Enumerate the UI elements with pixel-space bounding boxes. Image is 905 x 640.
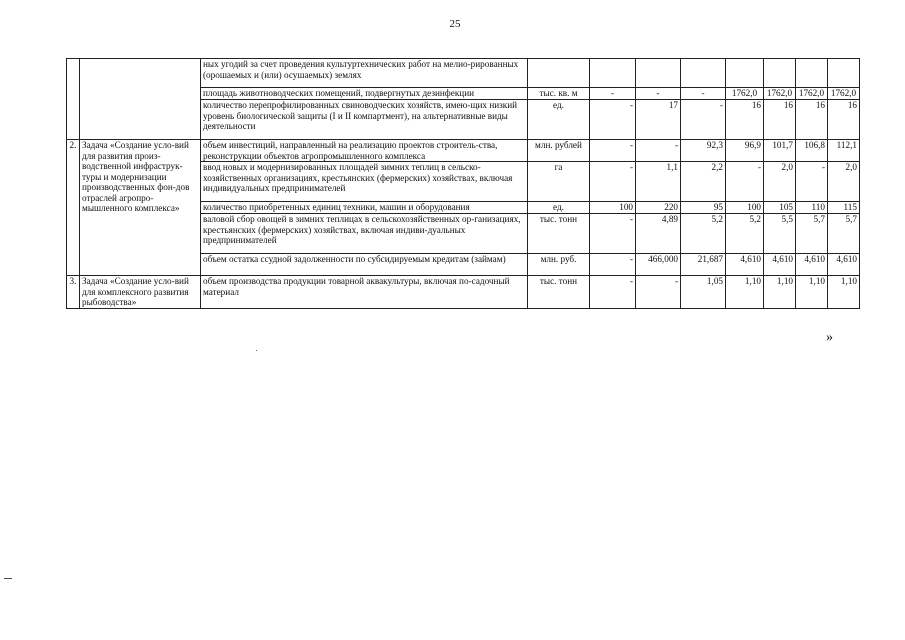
unit-cell: ед.	[528, 202, 590, 214]
table-row	[67, 276, 860, 309]
scan-dot	[256, 350, 257, 351]
closing-quote: »	[826, 330, 833, 345]
value-cell: -	[681, 88, 726, 100]
task-number-cell: 3.	[67, 276, 80, 309]
indicator-cell: количество перепрофилированных свиноводческих хозяйств, имею-щих низкий уровень биологической защиты (I и II компартмент), на альтернативные виды деятельности	[201, 100, 528, 140]
value-cell: 4,610	[726, 254, 764, 276]
value-cell: 1,1	[636, 162, 681, 202]
value-cell: 95	[681, 202, 726, 214]
indicator-cell: ных угодий за счет проведения культуртехнических работ на мелио-рированных (орошаемых и (или) осушаемых) землях	[201, 59, 528, 88]
value-cell: 100	[590, 202, 636, 214]
value-cell: -	[636, 88, 681, 100]
value-cell	[681, 59, 726, 88]
value-cell: 5,5	[764, 214, 796, 254]
indicator-cell: объем производства продукции товарной аквакультуры, включая по-садочный материал	[201, 276, 528, 309]
value-cell	[726, 59, 764, 88]
value-cell: 17	[636, 100, 681, 140]
value-cell: 16	[764, 100, 796, 140]
value-cell	[796, 59, 828, 88]
value-cell	[636, 59, 681, 88]
value-cell: 2,0	[828, 162, 860, 202]
unit-cell: млн. руб.	[528, 254, 590, 276]
value-cell: 4,610	[764, 254, 796, 276]
value-cell: 21,687	[681, 254, 726, 276]
value-cell: 5,2	[681, 214, 726, 254]
value-cell: 1762,0	[726, 88, 764, 100]
task-number-cell	[67, 59, 80, 140]
indicator-cell: ввод новых и модернизированных площадей зимних теплиц в сельско-хозяйственных организациях, крестьянских (фермерских) хозяйствах, включая индивидуальных предпринимателей	[201, 162, 528, 202]
value-cell: 92,3	[681, 140, 726, 162]
value-cell: 220	[636, 202, 681, 214]
value-cell: 105	[764, 202, 796, 214]
task-number-cell: 2.	[67, 140, 80, 276]
indicator-cell: количество приобретенных единиц техники, машин и оборудования	[201, 202, 528, 214]
indicators-table	[66, 58, 860, 309]
value-cell: -	[590, 162, 636, 202]
value-cell: 1,10	[796, 276, 828, 309]
value-cell: -	[681, 100, 726, 140]
unit-cell: тыс. тонн	[528, 276, 590, 309]
value-cell: 115	[828, 202, 860, 214]
table-row	[67, 140, 860, 162]
value-cell: 5,7	[796, 214, 828, 254]
value-cell	[828, 59, 860, 88]
table-row	[67, 59, 860, 88]
value-cell: -	[636, 140, 681, 162]
indicator-cell: валовой сбор овощей в зимних теплицах в сельскохозяйственных ор-ганизациях, крестьянских (фермерских) хозяйствах, включая индиви-дуальных предпринимателей	[201, 214, 528, 254]
value-cell: -	[590, 100, 636, 140]
value-cell: -	[590, 276, 636, 309]
page-number: 25	[449, 18, 461, 30]
value-cell: 1,10	[828, 276, 860, 309]
value-cell: 4,89	[636, 214, 681, 254]
unit-cell: га	[528, 162, 590, 202]
value-cell: 1762,0	[796, 88, 828, 100]
value-cell: 96,9	[726, 140, 764, 162]
value-cell: 16	[796, 100, 828, 140]
task-cell: Задача «Создание усло-вий для комплексного развития рыбоводства»	[80, 276, 201, 309]
task-cell: Задача «Создание усло-вий для развития произ-водственной инфраструк-туры и модернизации производственных фон-дов отраслей агропро-мышленного комплекса»	[80, 140, 201, 276]
value-cell: -	[590, 140, 636, 162]
value-cell: 5,7	[828, 214, 860, 254]
value-cell: -	[636, 276, 681, 309]
unit-cell: тыс. кв. м	[528, 88, 590, 100]
value-cell	[590, 59, 636, 88]
value-cell: 112,1	[828, 140, 860, 162]
value-cell: 2,0	[764, 162, 796, 202]
value-cell: 4,610	[796, 254, 828, 276]
task-cell	[80, 59, 201, 140]
value-cell: -	[726, 162, 764, 202]
value-cell: -	[590, 88, 636, 100]
value-cell: 106,8	[796, 140, 828, 162]
indicator-cell: объем остатка ссудной задолженности по субсидируемым кредитам (займам)	[201, 254, 528, 276]
unit-cell: ед.	[528, 100, 590, 140]
indicator-cell: объем инвестиций, направленный на реализацию проектов строитель-ства, реконструкции объектов агропромышленного комплекса	[201, 140, 528, 162]
unit-cell: млн. рублей	[528, 140, 590, 162]
value-cell: -	[590, 214, 636, 254]
value-cell: 100	[726, 202, 764, 214]
value-cell: 2,2	[681, 162, 726, 202]
value-cell: 1,10	[726, 276, 764, 309]
value-cell: 1762,0	[828, 88, 860, 100]
value-cell: 466,000	[636, 254, 681, 276]
margin-mark	[4, 578, 12, 579]
value-cell: 101,7	[764, 140, 796, 162]
unit-cell	[528, 59, 590, 88]
value-cell: 1,05	[681, 276, 726, 309]
value-cell: -	[796, 162, 828, 202]
value-cell: 16	[726, 100, 764, 140]
value-cell: 16	[828, 100, 860, 140]
value-cell: -	[590, 254, 636, 276]
value-cell: 1762,0	[764, 88, 796, 100]
value-cell: 5,2	[726, 214, 764, 254]
unit-cell: тыс. тонн	[528, 214, 590, 254]
value-cell	[764, 59, 796, 88]
value-cell: 110	[796, 202, 828, 214]
value-cell: 1,10	[764, 276, 796, 309]
value-cell: 4,610	[828, 254, 860, 276]
indicator-cell: площадь животноводческих помещений, подвергнутых дезинфекции	[201, 88, 528, 100]
